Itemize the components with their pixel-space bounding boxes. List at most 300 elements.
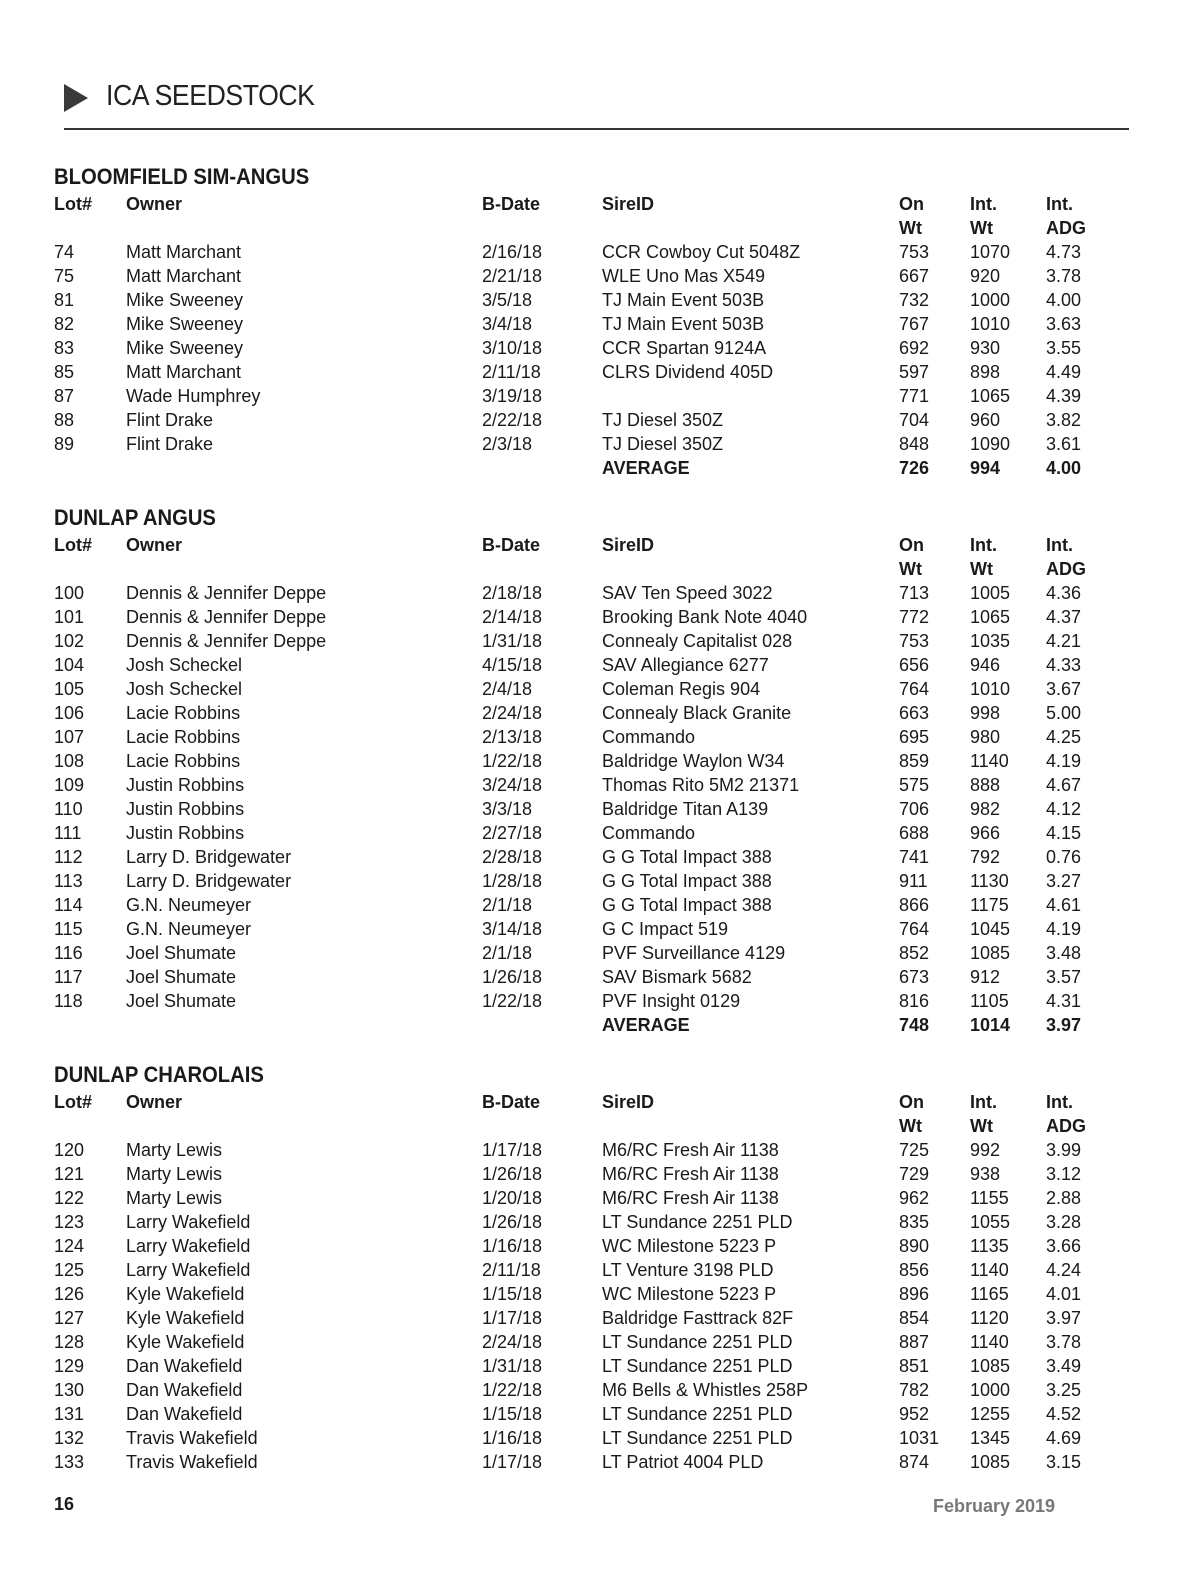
cell-bdate: 1/16/18 — [482, 1236, 543, 1256]
cell-int-wt: 1140 — [970, 1332, 1009, 1352]
cell-sire-id: PVF Surveillance 4129 — [602, 943, 786, 963]
cell-bdate: 3/10/18 — [482, 338, 543, 358]
cell-on-wt: 848 — [899, 434, 930, 454]
cell-lot: 83 — [54, 338, 75, 358]
cell-owner: Lacie Robbins — [126, 703, 241, 723]
cell-int-wt: 992 — [970, 1140, 1001, 1160]
cell-int-wt: 1010 — [970, 314, 1011, 334]
cell-int-wt: 898 — [970, 362, 1001, 382]
cell-on-wt: 729 — [899, 1164, 930, 1184]
average-int-wt: 1014 — [970, 1015, 1011, 1035]
table-row — [54, 1354, 1154, 1378]
column-header-lot: Lot# — [54, 194, 92, 214]
cell-sire-id: G C Impact 519 — [602, 919, 729, 939]
column-header-bdate: B-Date — [482, 1092, 541, 1112]
average-label: AVERAGE — [602, 458, 690, 478]
page-title: ICA SEEDSTOCK — [106, 80, 315, 112]
cell-bdate: 2/24/18 — [482, 703, 543, 723]
cell-int-wt: 792 — [970, 847, 1001, 867]
cell-int-adg: 4.15 — [1046, 823, 1082, 843]
cell-on-wt: 695 — [899, 727, 930, 747]
cell-owner: Kyle Wakefield — [126, 1284, 245, 1304]
cell-lot: 113 — [54, 871, 83, 891]
cell-int-wt: 1135 — [970, 1236, 1009, 1256]
cell-int-wt: 960 — [970, 410, 1001, 430]
cell-sire-id: LT Sundance 2251 PLD — [602, 1332, 793, 1352]
cell-on-wt: 725 — [899, 1140, 930, 1160]
cell-int-adg: 3.12 — [1046, 1164, 1082, 1184]
issue-date: February 2019 — [933, 1496, 1056, 1516]
cell-owner: Marty Lewis — [126, 1164, 223, 1184]
table-row — [54, 845, 1154, 869]
cell-lot: 128 — [54, 1332, 85, 1352]
cell-int-wt: 1055 — [970, 1212, 1011, 1232]
cell-bdate: 4/15/18 — [482, 655, 543, 675]
column-header-adg2: ADG — [1046, 559, 1086, 579]
cell-int-adg: 3.67 — [1046, 679, 1082, 699]
table-row — [54, 432, 1154, 456]
table-row — [54, 1234, 1154, 1258]
cell-on-wt: 851 — [899, 1356, 930, 1376]
cell-bdate: 1/17/18 — [482, 1140, 543, 1160]
cell-owner: Marty Lewis — [126, 1188, 223, 1208]
cell-int-adg: 4.73 — [1046, 242, 1082, 262]
cell-bdate: 3/4/18 — [482, 314, 533, 334]
cell-owner: Justin Robbins — [126, 823, 245, 843]
cell-int-adg: 4.19 — [1046, 751, 1082, 771]
cell-int-wt: 1035 — [970, 631, 1011, 651]
cell-int-wt: 1165 — [970, 1284, 1009, 1304]
cell-owner: Larry Wakefield — [126, 1236, 251, 1256]
cell-int-wt: 998 — [970, 703, 1001, 723]
column-header-on2: Wt — [899, 1116, 922, 1136]
cell-sire-id: M6/RC Fresh Air 1138 — [602, 1188, 779, 1208]
cell-lot: 110 — [54, 799, 83, 819]
cell-bdate: 3/5/18 — [482, 290, 533, 310]
column-header-sire: SireID — [602, 194, 655, 214]
column-header-int2: Wt — [970, 559, 993, 579]
cell-bdate: 1/28/18 — [482, 871, 543, 891]
table-row — [54, 1378, 1154, 1402]
cell-int-adg: 4.19 — [1046, 919, 1082, 939]
cell-on-wt: 692 — [899, 338, 930, 358]
cell-int-wt: 1130 — [970, 871, 1009, 891]
cell-int-wt: 912 — [970, 967, 1001, 987]
cell-sire-id: M6/RC Fresh Air 1138 — [602, 1164, 779, 1184]
cell-lot: 133 — [54, 1452, 85, 1472]
cell-int-wt: 1065 — [970, 607, 1011, 627]
cell-sire-id: SAV Allegiance 6277 — [602, 655, 769, 675]
column-header-sire: SireID — [602, 1092, 655, 1112]
cell-bdate: 2/13/18 — [482, 727, 543, 747]
cell-int-adg: 4.39 — [1046, 386, 1082, 406]
cell-on-wt: 911 — [899, 871, 928, 891]
cell-sire-id: M6 Bells & Whistles 258P — [602, 1380, 809, 1400]
average-label: AVERAGE — [602, 1015, 690, 1035]
cell-int-wt: 1105 — [970, 991, 1009, 1011]
cell-lot: 107 — [54, 727, 85, 747]
table-row — [54, 725, 1154, 749]
cell-bdate: 1/22/18 — [482, 1380, 543, 1400]
table-row — [54, 1330, 1154, 1354]
cell-int-wt: 946 — [970, 655, 1001, 675]
column-header-row — [54, 192, 1154, 216]
cell-bdate: 3/3/18 — [482, 799, 533, 819]
cell-int-adg: 4.33 — [1046, 655, 1082, 675]
cell-lot: 116 — [54, 943, 83, 963]
cell-int-adg: 3.63 — [1046, 314, 1082, 334]
cell-on-wt: 704 — [899, 410, 930, 430]
cell-lot: 124 — [54, 1236, 85, 1256]
cell-int-wt: 1085 — [970, 1356, 1011, 1376]
column-header-lot: Lot# — [54, 535, 92, 555]
page-header — [64, 78, 1129, 130]
cell-on-wt: 656 — [899, 655, 930, 675]
column-header-int1: Int. — [970, 535, 997, 555]
table-row — [54, 336, 1154, 360]
cell-bdate: 1/20/18 — [482, 1188, 543, 1208]
cell-owner: Dan Wakefield — [126, 1380, 243, 1400]
cell-bdate: 2/1/18 — [482, 943, 533, 963]
column-header-owner: Owner — [126, 535, 183, 555]
section-title: BLOOMFIELD SIM-ANGUS — [54, 164, 310, 189]
column-header-on2: Wt — [899, 559, 922, 579]
cell-int-adg: 4.21 — [1046, 631, 1082, 651]
cell-owner: Travis Wakefield — [126, 1452, 258, 1472]
cell-on-wt: 856 — [899, 1260, 930, 1280]
cell-owner: Larry D. Bridgewater — [126, 871, 292, 891]
table-row — [54, 581, 1154, 605]
cell-int-adg: 4.52 — [1046, 1404, 1082, 1424]
cell-owner: G.N. Neumeyer — [126, 919, 252, 939]
cell-sire-id: Connealy Black Granite — [602, 703, 792, 723]
cell-on-wt: 835 — [899, 1212, 930, 1232]
cell-int-wt: 1000 — [970, 290, 1011, 310]
cell-bdate: 2/11/18 — [482, 362, 541, 382]
cell-sire-id: LT Sundance 2251 PLD — [602, 1356, 793, 1376]
cell-lot: 102 — [54, 631, 85, 651]
cell-on-wt: 874 — [899, 1452, 930, 1472]
cell-lot: 126 — [54, 1284, 85, 1304]
cell-bdate: 1/15/18 — [482, 1284, 543, 1304]
table-row — [54, 1402, 1154, 1426]
table-row — [54, 1426, 1154, 1450]
cell-on-wt: 896 — [899, 1284, 930, 1304]
cell-lot: 88 — [54, 410, 75, 430]
cell-int-adg: 3.27 — [1046, 871, 1082, 891]
cell-sire-id: Brooking Bank Note 4040 — [602, 607, 808, 627]
cell-int-wt: 1140 — [970, 751, 1009, 771]
cell-int-adg: 3.57 — [1046, 967, 1082, 987]
cell-sire-id: G G Total Impact 388 — [602, 895, 772, 915]
cell-owner: Larry Wakefield — [126, 1260, 251, 1280]
cell-owner: Josh Scheckel — [126, 655, 243, 675]
cell-owner: Flint Drake — [126, 434, 214, 454]
cell-owner: G.N. Neumeyer — [126, 895, 252, 915]
cell-bdate: 2/1/18 — [482, 895, 533, 915]
average-row — [54, 456, 1154, 480]
column-header-on2: Wt — [899, 218, 922, 238]
cell-bdate: 2/4/18 — [482, 679, 533, 699]
cell-lot: 122 — [54, 1188, 85, 1208]
cell-lot: 105 — [54, 679, 85, 699]
table-row — [54, 288, 1154, 312]
cell-bdate: 1/15/18 — [482, 1404, 543, 1424]
table-row — [54, 1210, 1154, 1234]
cell-owner: Dennis & Jennifer Deppe — [126, 583, 327, 603]
section-title: DUNLAP ANGUS — [54, 505, 216, 530]
table-row — [54, 1282, 1154, 1306]
cell-sire-id: Commando — [602, 727, 696, 747]
cell-lot: 101 — [54, 607, 85, 627]
column-header-int2: Wt — [970, 218, 993, 238]
cell-bdate: 1/17/18 — [482, 1308, 543, 1328]
column-header-sire: SireID — [602, 535, 655, 555]
cell-int-adg: 5.00 — [1046, 703, 1082, 723]
column-header-row — [54, 533, 1154, 557]
cell-int-adg: 4.24 — [1046, 1260, 1082, 1280]
cell-owner: Matt Marchant — [126, 242, 242, 262]
cell-sire-id: WLE Uno Mas X549 — [602, 266, 766, 286]
cell-int-wt: 930 — [970, 338, 1001, 358]
average-adg: 3.97 — [1046, 1015, 1082, 1035]
table-row — [54, 384, 1154, 408]
cell-owner: Justin Robbins — [126, 799, 245, 819]
cell-sire-id: CCR Cowboy Cut 5048Z — [602, 242, 801, 262]
table-row — [54, 1186, 1154, 1210]
cell-int-adg: 4.37 — [1046, 607, 1082, 627]
cell-on-wt: 852 — [899, 943, 930, 963]
cell-owner: Lacie Robbins — [126, 727, 241, 747]
cell-on-wt: 673 — [899, 967, 930, 987]
cell-sire-id: PVF Insight 0129 — [602, 991, 741, 1011]
cell-int-wt: 1255 — [970, 1404, 1011, 1424]
cell-int-wt: 1140 — [970, 1260, 1009, 1280]
cell-owner: Mike Sweeney — [126, 290, 244, 310]
cell-int-adg: 3.82 — [1046, 410, 1082, 430]
table-row — [54, 941, 1154, 965]
cell-lot: 127 — [54, 1308, 85, 1328]
cell-owner: Josh Scheckel — [126, 679, 243, 699]
cell-on-wt: 706 — [899, 799, 930, 819]
section-dunlap-angus — [54, 505, 1154, 1037]
cell-sire-id: LT Sundance 2251 PLD — [602, 1212, 793, 1232]
table-row — [54, 965, 1154, 989]
cell-int-wt: 1005 — [970, 583, 1011, 603]
column-header-int1: Int. — [970, 1092, 997, 1112]
cell-sire-id: Connealy Capitalist 028 — [602, 631, 793, 651]
cell-bdate: 2/14/18 — [482, 607, 543, 627]
cell-bdate: 3/19/18 — [482, 386, 543, 406]
cell-on-wt: 816 — [899, 991, 930, 1011]
cell-lot: 89 — [54, 434, 75, 454]
cell-lot: 85 — [54, 362, 75, 382]
cell-on-wt: 767 — [899, 314, 930, 334]
cell-sire-id: Baldridge Waylon W34 — [602, 751, 785, 771]
cell-int-wt: 1010 — [970, 679, 1011, 699]
cell-sire-id: LT Sundance 2251 PLD — [602, 1428, 793, 1448]
cell-lot: 121 — [54, 1164, 85, 1184]
cell-bdate: 2/21/18 — [482, 266, 543, 286]
cell-sire-id: TJ Main Event 503B — [602, 314, 765, 334]
cell-bdate: 2/18/18 — [482, 583, 543, 603]
table-row — [54, 869, 1154, 893]
cell-lot: 111 — [54, 823, 82, 843]
cell-int-adg: 4.00 — [1046, 290, 1082, 310]
cell-sire-id: M6/RC Fresh Air 1138 — [602, 1140, 779, 1160]
cell-bdate: 1/26/18 — [482, 967, 543, 987]
cell-sire-id: Coleman Regis 904 — [602, 679, 761, 699]
cell-bdate: 1/22/18 — [482, 991, 543, 1011]
column-header-row-2 — [54, 1114, 1154, 1138]
cell-lot: 123 — [54, 1212, 85, 1232]
cell-sire-id: TJ Main Event 503B — [602, 290, 765, 310]
cell-owner: Larry Wakefield — [126, 1212, 251, 1232]
cell-sire-id: Baldridge Fasttrack 82F — [602, 1308, 794, 1328]
cell-int-adg: 4.69 — [1046, 1428, 1082, 1448]
cell-int-wt: 1070 — [970, 242, 1011, 262]
table-row — [54, 264, 1154, 288]
table-row — [54, 1450, 1154, 1474]
cell-on-wt: 764 — [899, 679, 930, 699]
cell-int-wt: 1065 — [970, 386, 1011, 406]
column-header-adg1: Int. — [1046, 535, 1073, 555]
cell-int-adg: 4.61 — [1046, 895, 1082, 915]
column-header-int2: Wt — [970, 1116, 993, 1136]
cell-lot: 108 — [54, 751, 85, 771]
cell-int-wt: 1175 — [970, 895, 1009, 915]
cell-on-wt: 1031 — [899, 1428, 940, 1448]
column-header-owner: Owner — [126, 1092, 183, 1112]
cell-int-wt: 1155 — [970, 1188, 1009, 1208]
cell-lot: 112 — [54, 847, 83, 867]
table-row — [54, 360, 1154, 384]
table-row — [54, 749, 1154, 773]
column-header-row-2 — [54, 557, 1154, 581]
cell-sire-id: SAV Ten Speed 3022 — [602, 583, 773, 603]
cell-bdate: 1/16/18 — [482, 1428, 543, 1448]
cell-int-adg: 0.76 — [1046, 847, 1082, 867]
cell-owner: Kyle Wakefield — [126, 1332, 245, 1352]
table-row — [54, 408, 1154, 432]
cell-int-adg: 3.49 — [1046, 1356, 1082, 1376]
cell-bdate: 2/28/18 — [482, 847, 543, 867]
cell-sire-id: G G Total Impact 388 — [602, 871, 772, 891]
cell-int-adg: 4.31 — [1046, 991, 1082, 1011]
cell-sire-id: CCR Spartan 9124A — [602, 338, 767, 358]
cell-int-wt: 1345 — [970, 1428, 1011, 1448]
cell-int-adg: 4.01 — [1046, 1284, 1082, 1304]
cell-owner: Joel Shumate — [126, 967, 237, 987]
cell-lot: 125 — [54, 1260, 85, 1280]
cell-sire-id: Commando — [602, 823, 696, 843]
cell-int-wt: 920 — [970, 266, 1001, 286]
column-header-row-2 — [54, 216, 1154, 240]
cell-int-adg: 4.36 — [1046, 583, 1082, 603]
cell-int-adg: 3.78 — [1046, 266, 1082, 286]
cell-on-wt: 890 — [899, 1236, 930, 1256]
table-row — [54, 989, 1154, 1013]
table-row — [54, 653, 1154, 677]
average-row — [54, 1013, 1154, 1037]
cell-int-adg: 4.12 — [1046, 799, 1082, 819]
cell-lot: 130 — [54, 1380, 85, 1400]
table-row — [54, 893, 1154, 917]
cell-bdate: 1/31/18 — [482, 631, 543, 651]
cell-int-adg: 3.15 — [1046, 1452, 1082, 1472]
cell-on-wt: 663 — [899, 703, 930, 723]
cell-on-wt: 962 — [899, 1188, 930, 1208]
cell-lot: 132 — [54, 1428, 85, 1448]
cell-int-wt: 980 — [970, 727, 1001, 747]
cell-owner: Mike Sweeney — [126, 338, 244, 358]
cell-owner: Matt Marchant — [126, 362, 242, 382]
column-header-owner: Owner — [126, 194, 183, 214]
cell-on-wt: 887 — [899, 1332, 930, 1352]
cell-on-wt: 732 — [899, 290, 930, 310]
cell-bdate: 2/3/18 — [482, 434, 533, 454]
cell-on-wt: 597 — [899, 362, 930, 382]
cell-on-wt: 854 — [899, 1308, 930, 1328]
cell-bdate: 3/24/18 — [482, 775, 543, 795]
cell-int-adg: 4.67 — [1046, 775, 1082, 795]
play-triangle-icon — [64, 84, 88, 112]
cell-lot: 87 — [54, 386, 75, 406]
cell-bdate: 1/22/18 — [482, 751, 543, 771]
cell-bdate: 2/27/18 — [482, 823, 543, 843]
table-row — [54, 797, 1154, 821]
cell-lot: 81 — [54, 290, 75, 310]
table-row — [54, 1258, 1154, 1282]
table-row — [54, 605, 1154, 629]
section-dunlap-charolais — [54, 1062, 1154, 1474]
cell-on-wt: 713 — [899, 583, 930, 603]
cell-on-wt: 753 — [899, 242, 930, 262]
cell-lot: 129 — [54, 1356, 85, 1376]
cell-lot: 114 — [54, 895, 83, 915]
average-adg: 4.00 — [1046, 458, 1082, 478]
column-header-row — [54, 1090, 1154, 1114]
average-on-wt: 726 — [899, 458, 930, 478]
page-number: 16 — [54, 1494, 75, 1514]
table-row — [54, 773, 1154, 797]
cell-sire-id: CLRS Dividend 405D — [602, 362, 774, 382]
cell-on-wt: 866 — [899, 895, 930, 915]
cell-sire-id: LT Patriot 4004 PLD — [602, 1452, 764, 1472]
cell-int-wt: 1120 — [970, 1308, 1009, 1328]
cell-lot: 115 — [54, 919, 83, 939]
cell-sire-id: TJ Diesel 350Z — [602, 410, 724, 430]
cell-on-wt: 575 — [899, 775, 930, 795]
cell-on-wt: 859 — [899, 751, 930, 771]
cell-int-wt: 1085 — [970, 1452, 1011, 1472]
table-row — [54, 1138, 1154, 1162]
column-header-on1: On — [899, 194, 924, 214]
section-bloomfield-sim-angus — [54, 164, 1154, 480]
column-header-int1: Int. — [970, 194, 997, 214]
column-header-on1: On — [899, 535, 924, 555]
cell-owner: Flint Drake — [126, 410, 214, 430]
cell-int-wt: 888 — [970, 775, 1001, 795]
cell-sire-id: Baldridge Titan A139 — [602, 799, 769, 819]
cell-lot: 104 — [54, 655, 85, 675]
average-on-wt: 748 — [899, 1015, 930, 1035]
cell-int-adg: 3.25 — [1046, 1380, 1082, 1400]
cell-int-adg: 3.28 — [1046, 1212, 1082, 1232]
cell-owner: Dennis & Jennifer Deppe — [126, 607, 327, 627]
cell-owner: Dan Wakefield — [126, 1404, 243, 1424]
cell-bdate: 2/11/18 — [482, 1260, 541, 1280]
